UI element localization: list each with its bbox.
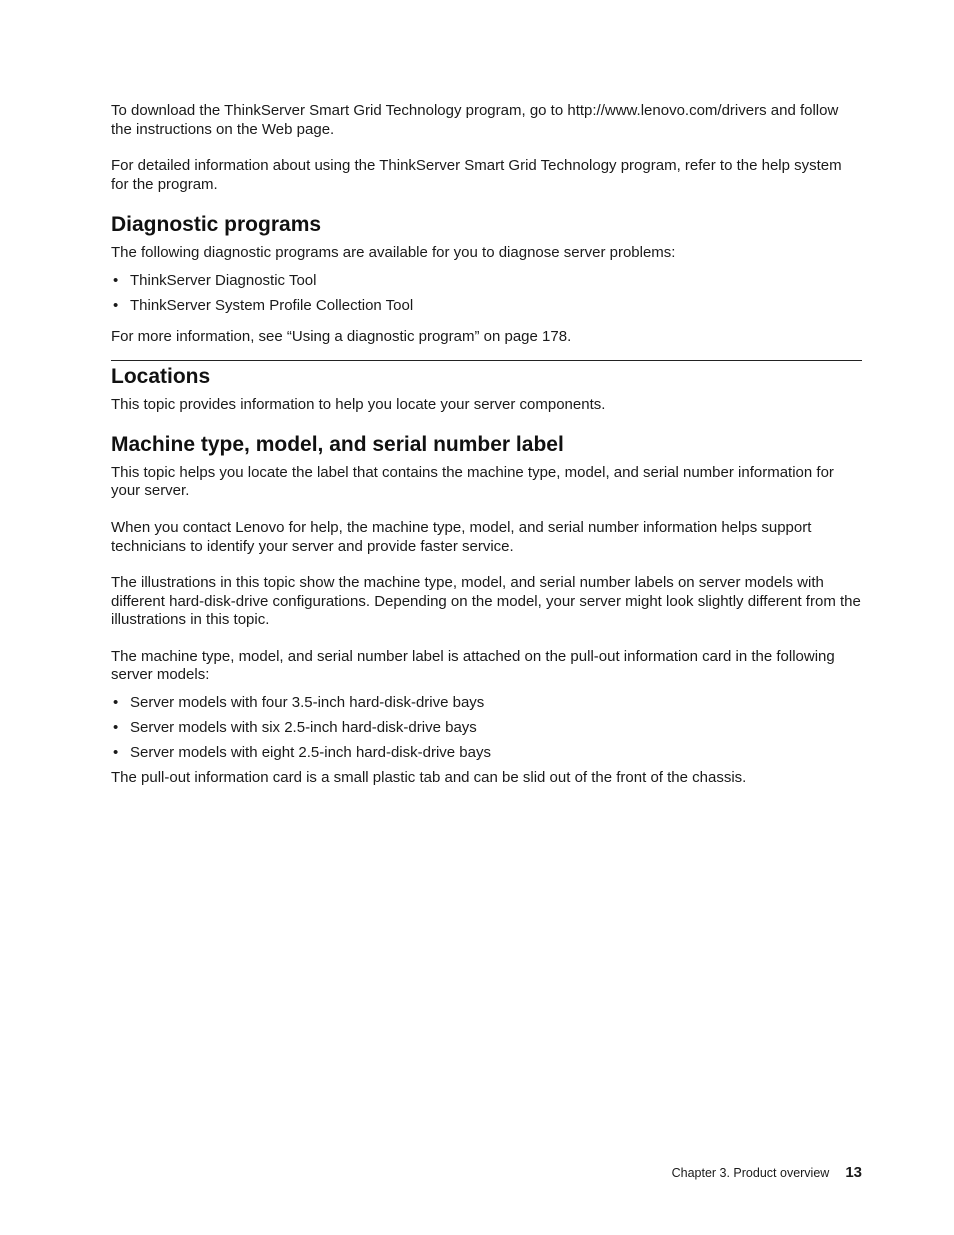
list-item: • Server models with four 3.5-inch hard-disk-drive bays [111,694,863,713]
intro-paragraph-help: For detailed information about using the ThinkServer Smart Grid Technology program, refer to the help system for the program. [111,157,842,193]
heading-machine-type-label: Machine type, model, and serial number label [111,432,564,456]
machine-paragraph-5: The pull-out information card is a small plastic tab and can be slid out of the front of the chassis. [111,769,747,787]
machine-paragraph-2: When you contact Lenovo for help, the machine type, model, and serial number information helps support technicians to identify your server and provide faster service. [111,518,812,555]
machine-paragraph-1: This topic helps you locate the label that contains the machine type, model, and serial number information for your server. [111,463,834,500]
heading-locations: Locations [111,365,211,389]
list-item: • Server models with six 2.5-inch hard-disk-drive bays [111,719,863,738]
list-item: • Server models with eight 2.5-inch hard-disk-drive bays [111,744,863,763]
intro-paragraph-download: To download the ThinkServer Smart Grid Technology program, go to http://www.lenovo.com/drivers and follow the instructions on the Web page. [111,102,839,138]
section-divider [111,360,862,361]
machine-paragraph-3: The illustrations in this topic show the machine type, model, and serial number labels on server models with different hard-disk-drive configurations. Depending on the model, your server might look slightly different from the illustrations in this topic. [111,574,861,629]
diagnostic-intro: The following diagnostic programs are available for you to diagnose server problems: [111,244,676,262]
page-number: 13 [845,1164,862,1181]
list-item: • ThinkServer System Profile Collection Tool [111,297,863,316]
list-item: • ThinkServer Diagnostic Tool [111,272,863,291]
heading-diagnostic-programs: Diagnostic programs [111,213,322,237]
page-content [111,102,863,788]
footer-chapter: Chapter 3. Product overview [671,1166,830,1180]
diagnostic-more-info: For more information, see “Using a diagnostic program” on page 178. [111,327,572,345]
server-models-list [111,694,863,763]
diagnostic-list [111,272,863,316]
machine-paragraph-4: The machine type, model, and serial number label is attached on the pull-out information card in the following server models: [111,647,835,684]
locations-text: This topic provides information to help you locate your server components. [111,396,606,414]
page-footer [0,1164,862,1182]
